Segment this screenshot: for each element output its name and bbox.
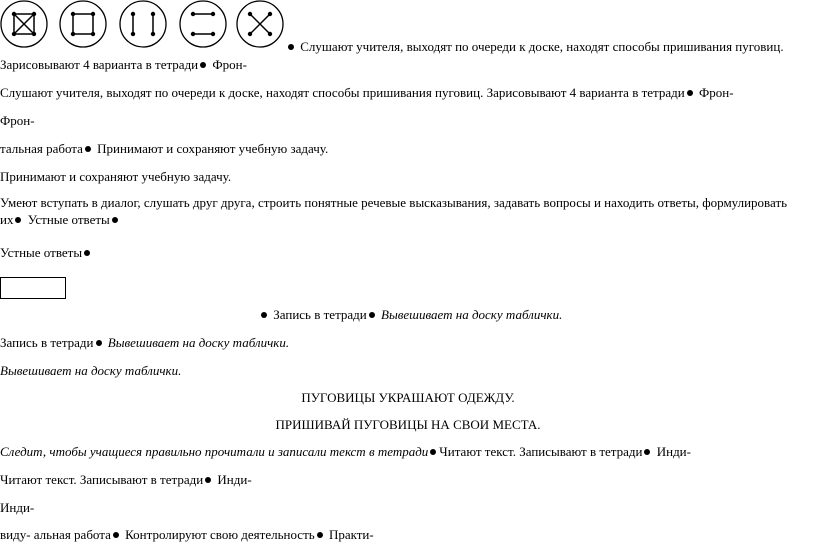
text-line-4: Фрон-: [0, 113, 35, 128]
text-line-15: Следит, чтобы учащиеся правильно прочитали и записали текст в тетради Читают текст. Записывают в тетради Инди-: [0, 444, 691, 459]
text-line-11: Запись в тетради Вывешивает на доску таблички.: [0, 335, 290, 350]
bullet-icon: [15, 217, 21, 223]
text-line-3: Слушают учителя, выходят по очереди к доске, находят способы пришивания пуговиц. Зарисовывают 4 варианта в тетради Фрон-: [0, 85, 734, 100]
text-line-16: Читают текст. Записывают в тетради Инди-: [0, 472, 252, 487]
text-line-9: Устные ответы: [0, 245, 93, 261]
bullet-icon: [112, 217, 118, 223]
text-line-12: Вывешивает на доску таблички.: [0, 363, 182, 378]
heading-buttons-decorate: ПУГОВИЦЫ УКРАШАЮТ ОДЕЖДУ.: [301, 390, 515, 405]
text-line-17: Инди-: [0, 500, 35, 515]
text-line-6: Принимают и сохраняют учебную задачу.: [0, 169, 232, 184]
text-line-7: Умеют вступать в диалог, слушать друг друга, строить понятные речевые высказывания, задавать вопросы и находить ответы, формулировать: [0, 195, 788, 210]
button-parallel-horizontal-icon: [180, 1, 226, 47]
bullet-icon: [430, 449, 436, 455]
text-line-18: виду- альная работа Контролируют свою деятельность Практи-: [0, 527, 374, 542]
text-line-5: тальная работа Принимают и сохраняют учебную задачу.: [0, 141, 329, 156]
button-cross-square-icon: [1, 1, 47, 47]
bullet-icon: [205, 477, 211, 483]
bullet-icon: [200, 62, 206, 68]
bullet-icon: [317, 532, 323, 538]
bullet-icon: [687, 90, 693, 96]
bullet-icon: [288, 44, 294, 50]
bullet-icon: [113, 532, 119, 538]
bullet-icon: [96, 340, 102, 346]
bullet-icon: [261, 312, 267, 318]
heading-sew-buttons: ПРИШИВАЙ ПУГОВИЦЫ НА СВОИ МЕСТА.: [275, 417, 541, 432]
text-line-1: Слушают учителя, выходят по очереди к доске, находят способы пришивания пуговиц.: [286, 39, 784, 55]
text-line-8: их Устные ответы: [0, 212, 121, 228]
text-line-2: Зарисовывают 4 варианта в тетради Фрон-: [0, 57, 247, 72]
text-line-10: Запись в тетради Вывешивает на доску таблички.: [259, 307, 562, 323]
bullet-icon: [84, 250, 90, 256]
button-sewing-diagrams: [0, 0, 290, 52]
button-square-icon: [60, 1, 106, 47]
bullet-icon: [369, 312, 375, 318]
bullet-icon: [85, 146, 91, 152]
button-parallel-vertical-icon: [120, 1, 166, 47]
button-cross-icon: [237, 1, 283, 47]
bullet-icon: [644, 449, 650, 455]
empty-box: [0, 277, 66, 299]
